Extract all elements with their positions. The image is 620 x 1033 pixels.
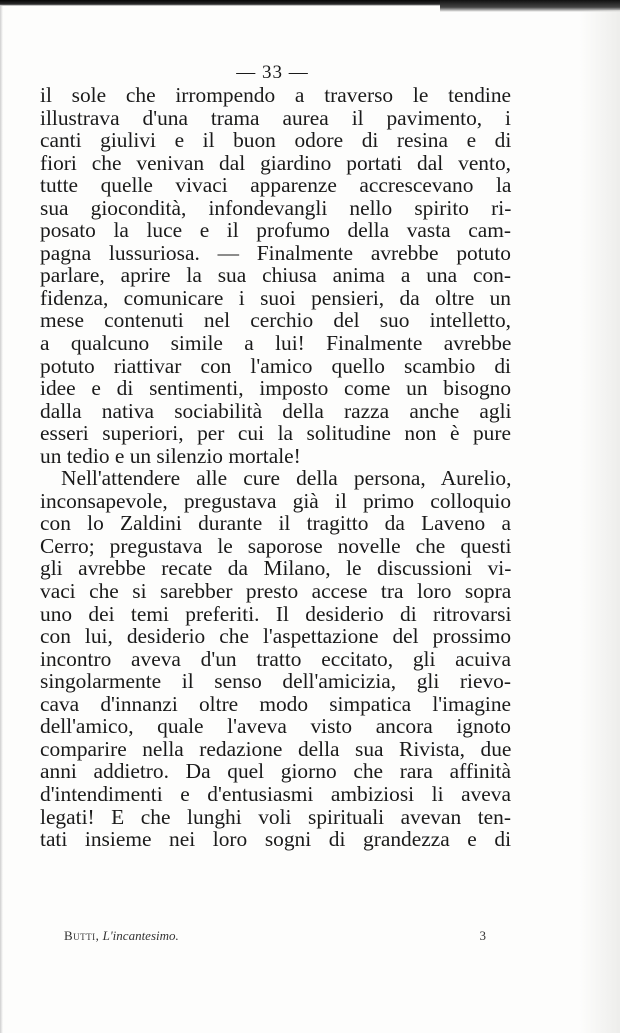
text-line: fidenza, comunicare i suoi pensieri, da oltre un bbox=[40, 285, 511, 310]
page-footer bbox=[64, 928, 486, 944]
footer-book-reference bbox=[64, 928, 179, 944]
text-line: a qualcuno simile a lui! Finalmente avrebbe bbox=[40, 331, 512, 356]
text-line: dalla nativa sociabilità della razza anche agli bbox=[40, 398, 512, 423]
text-line-paragraph-end: un tedio e un silenzio mortale! bbox=[40, 443, 301, 468]
text-line: incontro aveva d'un tratto eccitato, gli acuiva bbox=[40, 646, 511, 671]
text-line: con lo Zaldini durante il tragitto da Laveno a bbox=[40, 511, 511, 536]
scan-left-edge bbox=[0, 6, 3, 1033]
text-line: parlare, aprire la sua chiusa anima a una con- bbox=[40, 263, 511, 288]
text-line: posato la luce e il profumo della vasta cam- bbox=[40, 218, 512, 243]
text-line: esseri superiori, per cui la solitudine non è pure bbox=[40, 421, 511, 446]
text-line: sua giocondità, infondevangli nello spirito ri- bbox=[40, 195, 512, 220]
text-line: comparire nella redazione della sua Rivista, due bbox=[40, 736, 512, 761]
footer-signature-mark: 3 bbox=[479, 928, 486, 943]
text-line: fiori che venivan dal giardino portati dal vento, bbox=[40, 150, 511, 175]
text-line: con lui, desiderio che l'aspettazione del prossimo bbox=[40, 624, 512, 649]
text-line: singolarmente il senso dell'amicizia, gli rievo- bbox=[40, 669, 511, 694]
text-line: mese contenuti nel cerchio del suo intelletto, bbox=[40, 308, 511, 333]
text-line: potuto riattivar con l'amico quello scambio di bbox=[40, 353, 511, 378]
footer-author: Butti, bbox=[64, 928, 100, 943]
text-line: canti giulivi e il buon odore di resina e di bbox=[40, 128, 512, 153]
text-line: tati insieme nei loro sogni di grandezza e di bbox=[40, 827, 512, 852]
text-line: cava d'innanzi oltre modo simpatica l'imagine bbox=[40, 691, 512, 716]
scan-right-edge bbox=[580, 10, 620, 1033]
text-line: vaci che si sarebber presto accese tra loro sopra bbox=[40, 579, 512, 604]
text-line: illustrava d'una trama aurea il pavimento, i bbox=[40, 105, 511, 130]
text-line: legati! E che lunghi voli spirituali avevan ten- bbox=[40, 804, 511, 829]
text-line: anni addietro. Da quel giorno che rara affinità bbox=[40, 759, 511, 784]
scan-top-edge bbox=[0, 0, 620, 6]
text-line: inconsapevole, pregustava già il primo colloquio bbox=[40, 488, 512, 513]
footer-book-title: L'incantesimo. bbox=[102, 928, 179, 943]
text-line: pagna lussuriosa. — Finalmente avrebbe potuto bbox=[40, 240, 511, 265]
body-text bbox=[40, 84, 511, 851]
text-line: tutte quelle vivaci apparenze accrescevano la bbox=[40, 173, 512, 198]
text-line: uno dei temi preferiti. Il desiderio di ritrovarsi bbox=[40, 601, 512, 626]
text-line-paragraph-start: Nell'attendere alle cure della persona, Aurelio, bbox=[61, 466, 512, 491]
page-number-header: — 33 — bbox=[236, 62, 309, 83]
text-line: Cerro; pregustava le saporose novelle che questi bbox=[40, 533, 512, 558]
text-line: il sole che irrompendo a traverso le tendine bbox=[40, 83, 512, 107]
text-line: gli avrebbe recate da Milano, le discussioni vi- bbox=[40, 556, 512, 581]
text-line: idee e di sentimenti, imposto come un bisogno bbox=[40, 376, 512, 401]
text-line: d'intendimenti e d'entusiasmi ambiziosi li aveva bbox=[40, 781, 511, 806]
text-line: dell'amico, quale l'aveva visto ancora ignoto bbox=[40, 714, 511, 739]
